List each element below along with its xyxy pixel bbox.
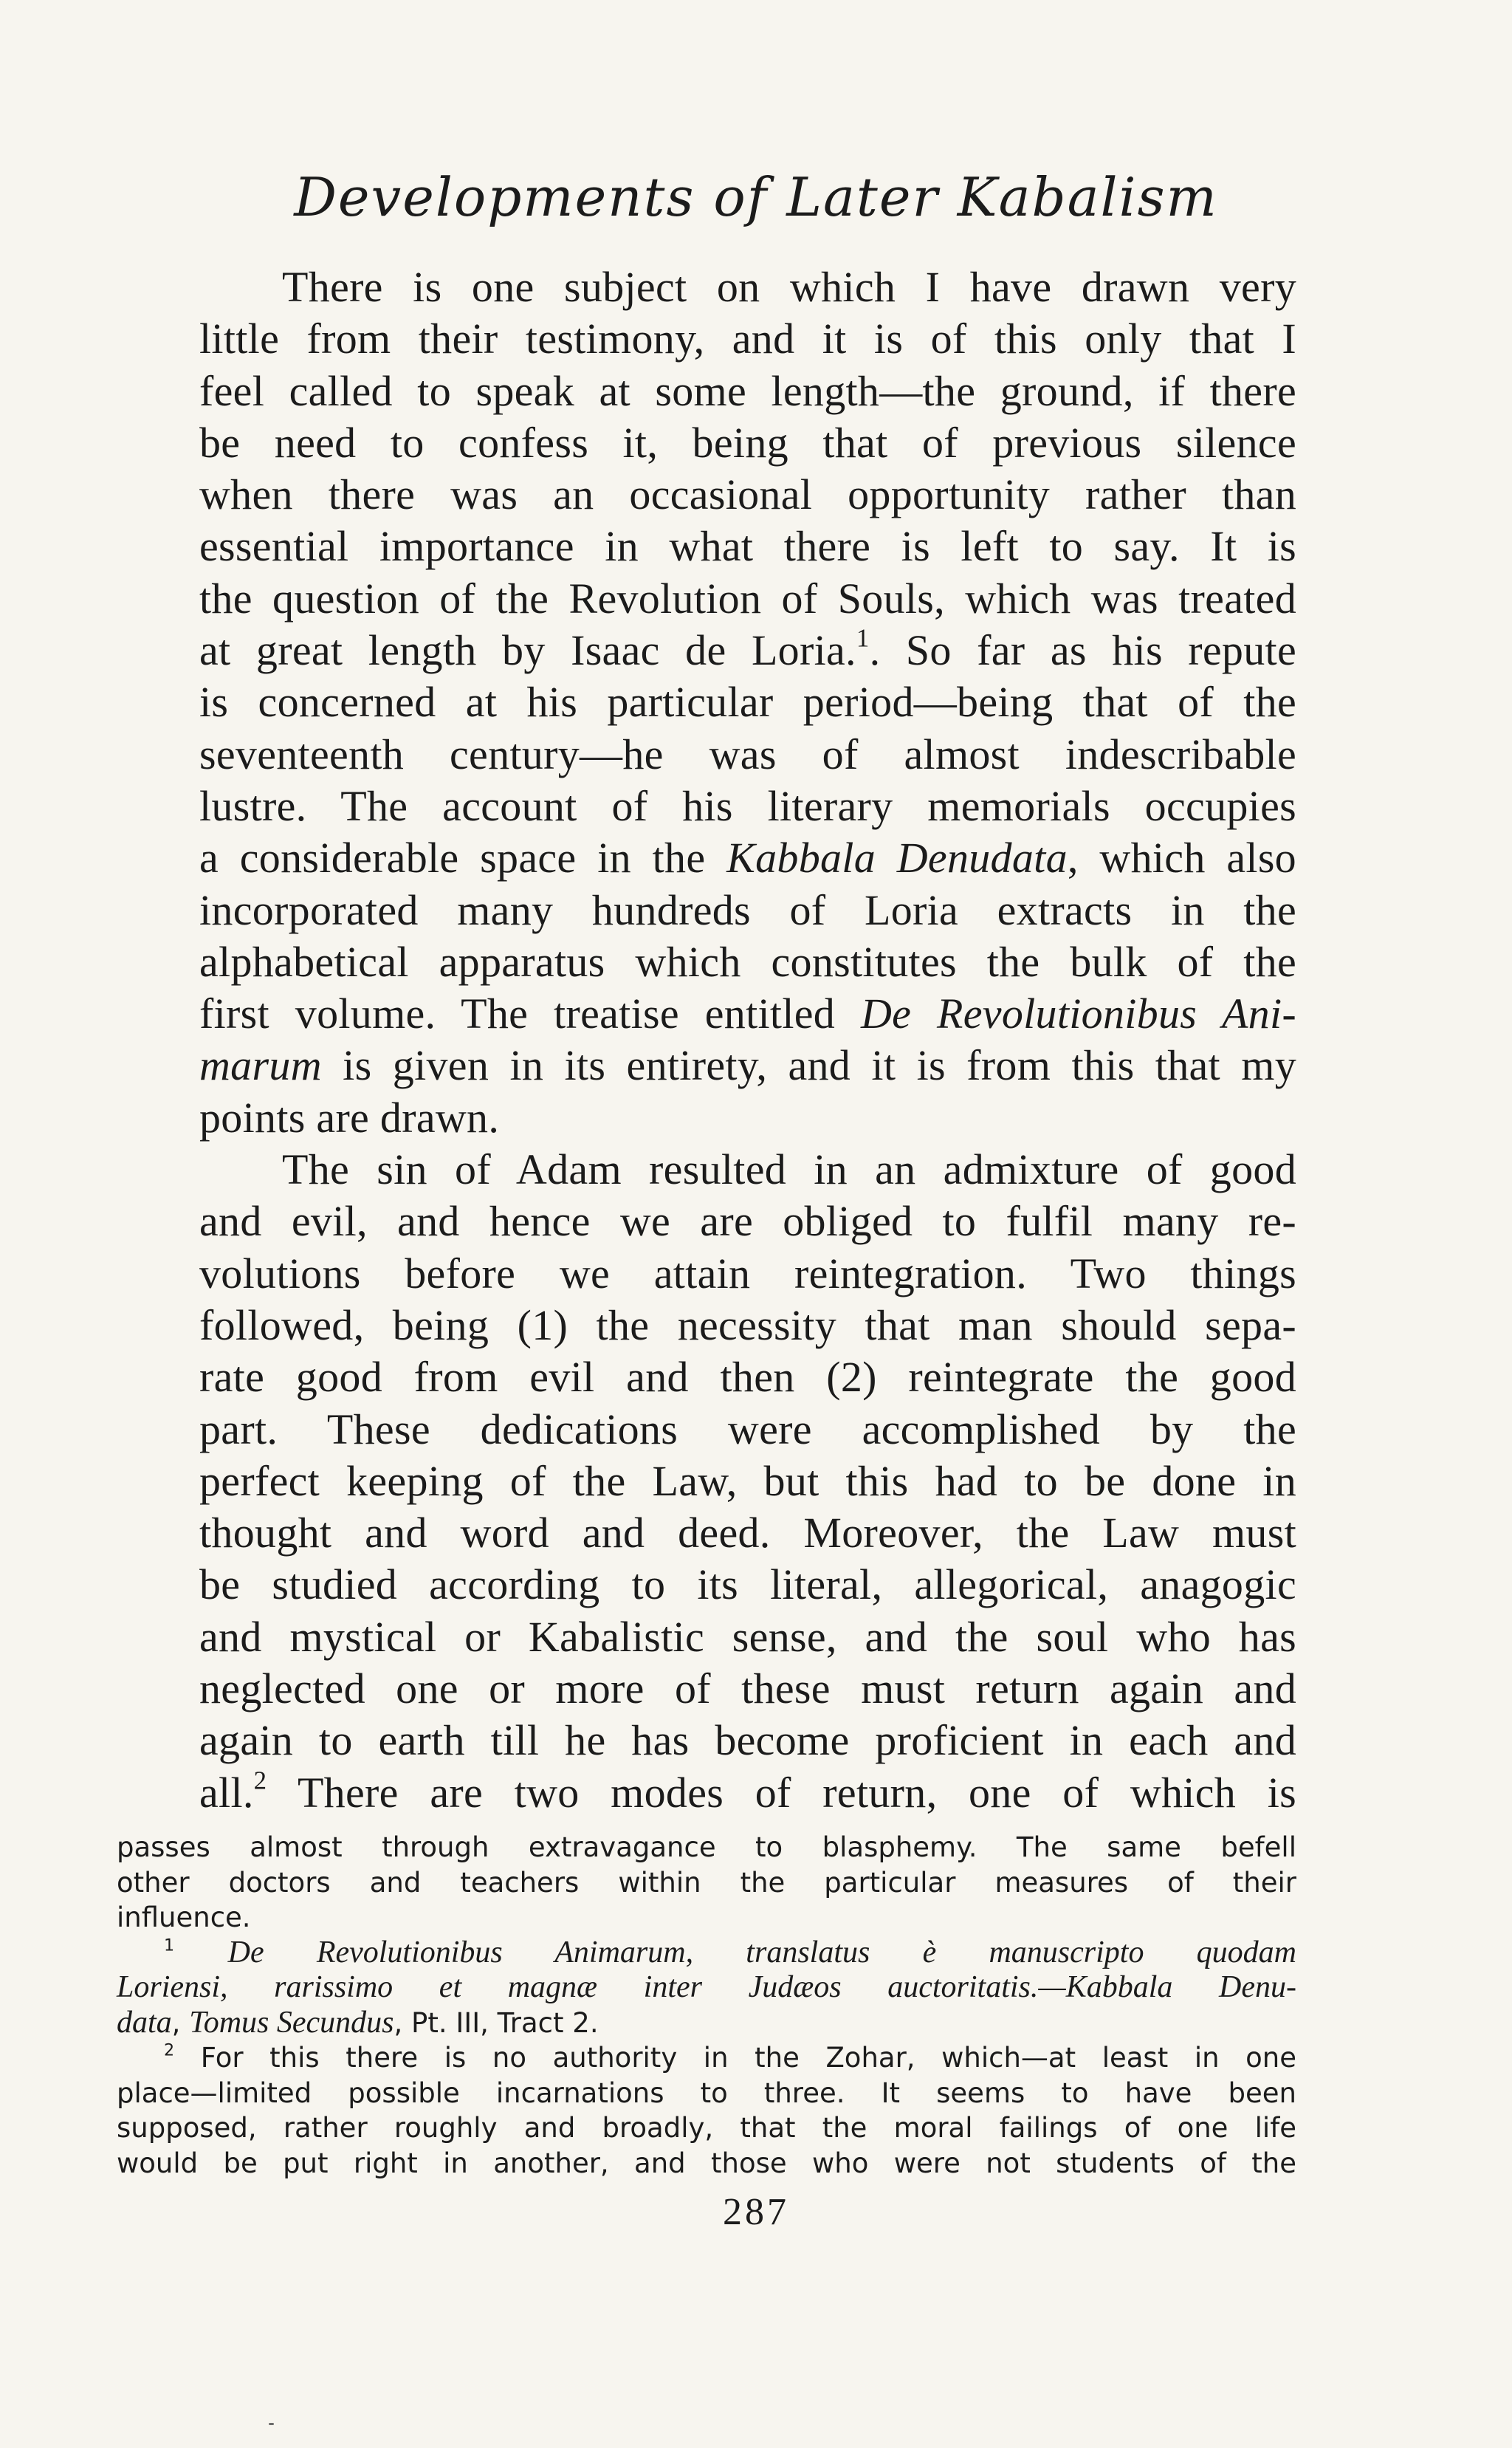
- footnote-title: Loriensi, rarissimo et magnæ inter Judæos auctoritatis.—Kabbala Denu-: [117, 1970, 1296, 2004]
- text-span: ,: [171, 2006, 190, 2039]
- treatise-title: marum: [199, 1041, 322, 1090]
- text-line: rate good from evil and then (2) reintegrate the good: [199, 1353, 1296, 1402]
- text-line: essential importance in what there is left to say. It is: [199, 522, 1296, 571]
- text-span: For this there is no authority in the Zohar, which—at least in one: [200, 2042, 1296, 2074]
- footnote-line: influence.: [117, 1902, 251, 1933]
- body-text: [117, 261, 1296, 1819]
- paragraph: [117, 1144, 1296, 1819]
- text-line: followed, being (1) the necessity that man should sepa-: [199, 1300, 1296, 1349]
- footnote-mark-1: 1: [164, 1935, 175, 1955]
- text-line: neglected one or more of these must return again and: [199, 1664, 1296, 1713]
- text-line: be need to confess it, being that of previous silence: [199, 418, 1296, 467]
- paper-speck: [269, 2423, 274, 2425]
- text-span: , which also: [1067, 834, 1296, 882]
- footnotes: [117, 1830, 1296, 2181]
- text-span: . So far as his repute: [869, 626, 1296, 675]
- text-line: volutions before we attain reintegration. Two things: [199, 1249, 1296, 1297]
- footnote-mark-2: 2: [164, 2040, 175, 2060]
- text-line: There is one subject on which I have drawn very: [282, 263, 1296, 311]
- text-line: when there was an occasional opportunity rather than: [199, 470, 1296, 519]
- footnote-line: passes almost through extravagance to blasphemy. The same befell: [117, 1831, 1296, 1863]
- text-span: There are two modes of return, one of which is: [267, 1768, 1296, 1817]
- text-line: thought and word and deed. Moreover, the Law must: [199, 1509, 1296, 1557]
- text-line: is concerned at his particular period—being that of the: [199, 678, 1296, 727]
- text-line: incorporated many hundreds of Loria extracts in the: [199, 885, 1296, 934]
- footnote-title: Tomus Secundus: [189, 2005, 394, 2040]
- text-line: part. These dedications were accomplished by the: [199, 1405, 1296, 1453]
- text-line: lustre. The account of his literary memorials occupies: [199, 781, 1296, 830]
- footnote-line: [117, 2040, 1296, 2076]
- text-line: [117, 1767, 1296, 1819]
- text-line: alphabetical apparatus which constitutes the bulk of the: [199, 937, 1296, 986]
- footnote-title: De Revolutionibus Animarum, translatus è manuscripto quodam: [227, 1935, 1296, 1969]
- footnote-ref-2: 2: [253, 1766, 267, 1795]
- text-line: [117, 1040, 1296, 1091]
- text-line: feel called to speak at some length—the ground, if there: [199, 366, 1296, 415]
- treatise-title: De Revolutionibus Ani-: [860, 990, 1296, 1038]
- footnote-ref-1: 1: [856, 623, 870, 653]
- text-span: all.: [199, 1768, 254, 1817]
- footnote-line: place—limited possible incarnations to three. It seems to have been: [117, 2077, 1296, 2109]
- text-line: seventeenth century—he was of almost indescribable: [199, 730, 1296, 778]
- text-line: [117, 625, 1296, 676]
- text-span: is given in its entirety, and it is from this that my: [321, 1041, 1296, 1090]
- running-head: Developments of Later Kabalism: [294, 166, 1218, 228]
- footnote-line: [117, 1970, 1296, 2006]
- footnote-line: would be put right in another, and those who were not students of the: [117, 2147, 1296, 2179]
- text-line: [117, 988, 1296, 1040]
- text-line: and evil, and hence we are obliged to fulfil many re-: [199, 1197, 1296, 1246]
- text-span: at great length by Isaac de Loria.: [199, 626, 856, 675]
- text-line: be studied according to its literal, allegorical, anagogic: [199, 1560, 1296, 1609]
- paragraph: [117, 261, 1296, 1144]
- text-line: the question of the Revolution of Souls, which was treated: [199, 574, 1296, 623]
- book-title: Kabbala Denudata: [726, 834, 1068, 882]
- text-line: perfect keeping of the Law, but this had to be done in: [199, 1456, 1296, 1505]
- text-span: first volume. The treatise entitled: [199, 990, 861, 1038]
- footnote-line: other doctors and teachers within the particular measures of their: [117, 1866, 1296, 1899]
- footnote-line: supposed, rather roughly and broadly, that the moral failings of one life: [117, 2112, 1296, 2144]
- text-line: points are drawn.: [199, 1093, 500, 1142]
- footnote-line: [117, 2006, 1296, 2041]
- text-span: , Pt. III, Tract 2.: [394, 2006, 599, 2039]
- text-line: [117, 832, 1296, 884]
- text-line: The sin of Adam resulted in an admixture of good: [282, 1145, 1296, 1194]
- text-span: a considerable space in the: [199, 834, 727, 882]
- footnote-line: [117, 1936, 1296, 1971]
- text-line: little from their testimony, and it is of this only that I: [199, 315, 1296, 363]
- footnote-title: data: [117, 2005, 172, 2040]
- text-line: and mystical or Kabalistic sense, and the soul who has: [199, 1612, 1296, 1661]
- page-number: 287: [723, 2191, 789, 2233]
- text-line: again to earth till he has become proficient in each and: [199, 1716, 1296, 1765]
